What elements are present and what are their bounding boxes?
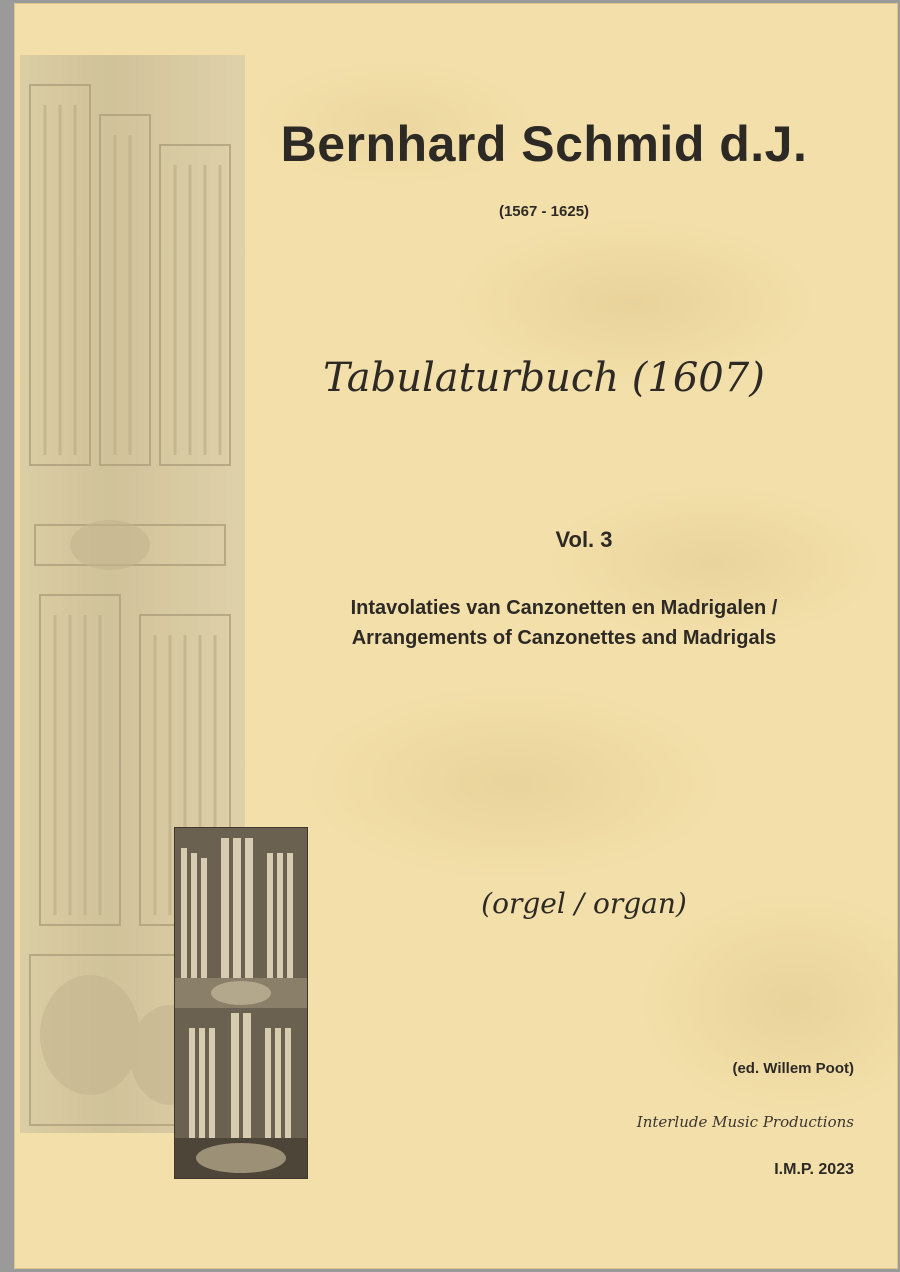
publisher-logo-text: Interlude Music Productions	[636, 1113, 854, 1131]
instrument-label: (orgel / organ)	[481, 887, 687, 920]
composer-name: Bernhard Schmid d.J.	[280, 116, 808, 172]
editor-credit: (ed. Willem Poot)	[732, 1060, 854, 1077]
volume-label: Vol. 3	[555, 527, 613, 552]
imprint-label: I.M.P. 2023	[774, 1161, 854, 1178]
work-title: Tabulaturbuch (1607)	[323, 355, 765, 401]
subtitle-dutch: Intavolaties van Canzonetten en Madrigalen /	[350, 597, 778, 619]
subtitle-english: Arrangements of Canzonettes and Madrigals	[351, 627, 777, 649]
organ-pipes-photo	[174, 827, 308, 1179]
book-cover	[14, 3, 898, 1269]
composer-dates: (1567 - 1625)	[498, 203, 590, 220]
